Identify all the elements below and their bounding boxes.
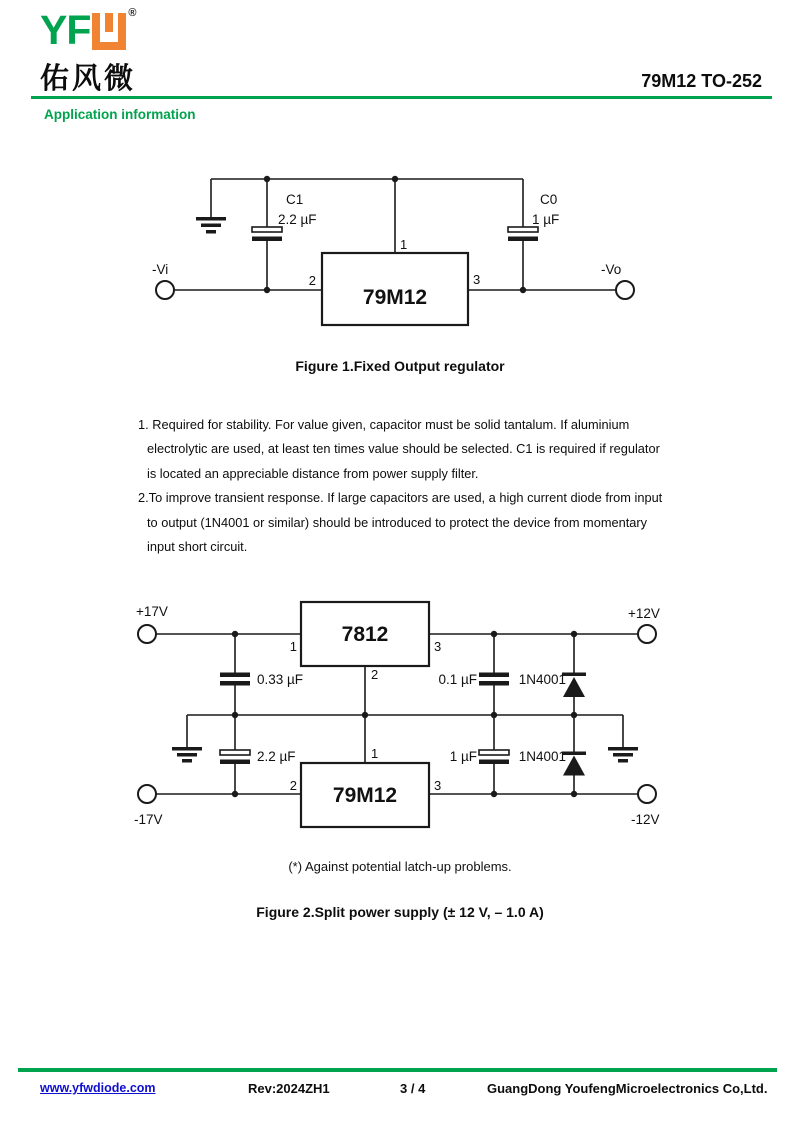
- note-line: 1. Required for stability. For value given, capacitor must be solid tantalum. If aluminium: [138, 417, 630, 432]
- label-c22: 2.2 µF: [257, 749, 296, 764]
- reg1-pin2-label: 2: [371, 667, 379, 682]
- footer-company-name: GuangDong YoufengMicroelectronics Co,Ltd.: [487, 1081, 768, 1096]
- capacitor-c0-icon: [508, 227, 538, 241]
- footer-divider: [18, 1068, 777, 1072]
- note-line: input short circuit.: [147, 539, 248, 555]
- figure1-caption: Figure 1.Fixed Output regulator: [295, 358, 505, 374]
- label-plus12v: +12V: [628, 606, 660, 621]
- label-plus17v: +17V: [136, 604, 168, 619]
- figure2-circuit: [0, 580, 800, 840]
- reg2-pin3-label: 3: [434, 778, 442, 793]
- terminal-vi: [156, 281, 174, 299]
- reg2-pin1-label: 1: [371, 746, 379, 761]
- capacitor-1uf-icon: [479, 750, 509, 764]
- reg1-pin3-label: 3: [434, 639, 442, 654]
- ground-right-icon: [608, 747, 638, 763]
- registered-trademark-icon: ®: [128, 7, 137, 19]
- capacitor-01uf-icon: [479, 673, 509, 686]
- ground-left-icon: [172, 747, 202, 763]
- pin1-label: 1: [400, 237, 408, 252]
- reg2-pin2-label: 2: [289, 778, 297, 793]
- junction-dots: [232, 631, 577, 797]
- label-c0-name: C0: [540, 192, 558, 207]
- label-vo: -Vo: [601, 262, 622, 277]
- footer-page-number: 3 / 4: [400, 1081, 426, 1096]
- regulator-79m12-label: 79M12: [362, 286, 428, 309]
- label-minus17v: -17V: [134, 812, 163, 827]
- footer-website-link[interactable]: www.yfwdiode.com: [40, 1081, 156, 1095]
- figure2-footnote: (*) Against potential latch-up problems.: [288, 859, 512, 874]
- footer-revision: Rev:2024ZH1: [248, 1081, 330, 1096]
- label-c1-value: 2.2 µF: [278, 212, 317, 227]
- label-vi: -Vi: [152, 262, 169, 277]
- capacitor-033uf-icon: [220, 673, 250, 686]
- ground-icon: [196, 217, 226, 234]
- capacitor-c1-icon: [252, 227, 282, 241]
- yfw-logo: [40, 7, 137, 97]
- pin3-label: 3: [473, 272, 481, 287]
- note-line: is located an appreciable distance from power supply filter.: [147, 465, 479, 481]
- pin2-label: 2: [308, 273, 316, 288]
- figure2-caption: Figure 2.Split power supply (± 12 V, – 1.0 A): [256, 904, 544, 920]
- logo-yf-text: YF: [40, 7, 91, 53]
- terminal-plus12v: [638, 625, 656, 643]
- part-number-title: 79M12 TO-252: [641, 71, 762, 91]
- terminal-vo: [616, 281, 634, 299]
- regulator-7812-label: 7812: [341, 623, 389, 646]
- logo-chinese-name: 佑风微: [40, 63, 137, 95]
- label-c1-name: C1: [286, 192, 304, 207]
- capacitor-22uf-icon: [220, 750, 250, 764]
- label-minus12v: -12V: [631, 812, 660, 827]
- label-c033: 0.33 µF: [257, 672, 304, 687]
- regulator-79m12-label: 79M12: [332, 784, 398, 807]
- terminal-plus17v: [138, 625, 156, 643]
- label-c0-value: 1 µF: [532, 212, 560, 227]
- label-d1: 1N4001: [518, 672, 566, 687]
- note-line: 2.To improve transient response. If large capacitors are used, a high current diode from input: [138, 490, 663, 506]
- logo-row: [40, 7, 137, 53]
- terminal-minus17v: [138, 785, 156, 803]
- section-title: Application information: [44, 107, 196, 122]
- header-divider: [31, 96, 772, 99]
- note-line: electrolytic are used, at least ten times value should be selected. C1 is required if regulator: [147, 441, 660, 457]
- label-c01: 0.1 µF: [438, 672, 477, 687]
- reg1-pin1-label: 1: [289, 639, 297, 654]
- label-c1uf: 1 µF: [449, 749, 477, 764]
- figure1-circuit: [0, 150, 800, 350]
- label-d2: 1N4001: [518, 749, 566, 764]
- application-notes: [138, 413, 758, 559]
- logo-w-icon: [92, 13, 126, 50]
- figure2-wires: [156, 634, 638, 794]
- note-line: to output (1N4001 or similar) should be introduced to protect the device from momentary: [147, 514, 648, 530]
- terminal-minus12v: [638, 785, 656, 803]
